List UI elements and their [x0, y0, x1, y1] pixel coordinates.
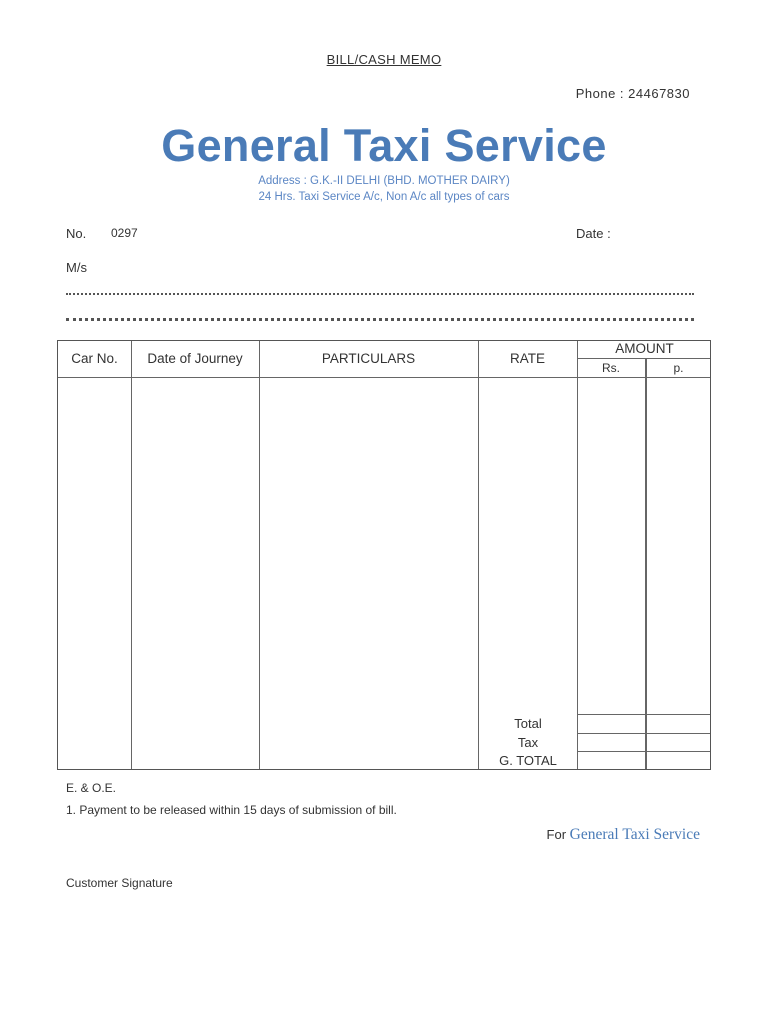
customer-signature-label: Customer Signature	[66, 876, 173, 890]
company-address: Address : G.K.-II DELHI (BHD. MOTHER DAIRY)	[258, 175, 510, 187]
bill-number-value: 0297	[111, 226, 138, 240]
total-label: Total	[514, 716, 542, 731]
column-header-rate: RATE	[509, 351, 545, 366]
column-divider	[577, 341, 578, 769]
amount-divider	[645, 359, 647, 769]
customer-name-line-2	[66, 318, 694, 321]
header-rule	[58, 377, 710, 378]
bill-number-label: No.	[66, 226, 87, 241]
for-prefix: For	[546, 827, 567, 842]
column-header-paise: p.	[673, 361, 684, 375]
document-title-text: BILL/CASH MEMO	[326, 52, 442, 67]
column-divider	[259, 341, 260, 769]
authorized-signatory	[547, 826, 700, 844]
customer-name-label: M/s	[66, 260, 87, 275]
payment-terms-note: 1. Payment to be released within 15 days of submission of bill.	[66, 803, 397, 817]
grand-total-label: G. TOTAL	[499, 753, 557, 768]
tax-label: Tax	[517, 735, 539, 750]
column-header-particulars: PARTICULARS	[321, 351, 416, 366]
bill-table	[57, 340, 711, 770]
phone-number: Phone : 24467830	[575, 86, 690, 101]
total-rule	[577, 714, 710, 715]
column-header-car-no: Car No.	[71, 351, 118, 366]
customer-name-line-1	[66, 293, 694, 295]
amount-header-rule	[577, 358, 710, 359]
errors-omissions-note: E. & O.E.	[66, 781, 117, 795]
column-divider	[478, 341, 479, 769]
column-divider	[131, 341, 132, 769]
column-header-rupees: Rs.	[602, 361, 620, 375]
tax-rule	[577, 733, 710, 734]
grand-total-rule	[577, 751, 710, 752]
column-header-amount: AMOUNT	[615, 341, 674, 356]
for-company-name: General Taxi Service	[569, 826, 700, 843]
company-services: 24 Hrs. Taxi Service A/c, Non A/c all types of cars	[258, 191, 510, 203]
company-name: General Taxi Service	[161, 120, 607, 171]
date-label: Date :	[576, 226, 611, 241]
column-header-date-of-journey: Date of Journey	[147, 351, 243, 366]
document-title	[0, 52, 768, 67]
